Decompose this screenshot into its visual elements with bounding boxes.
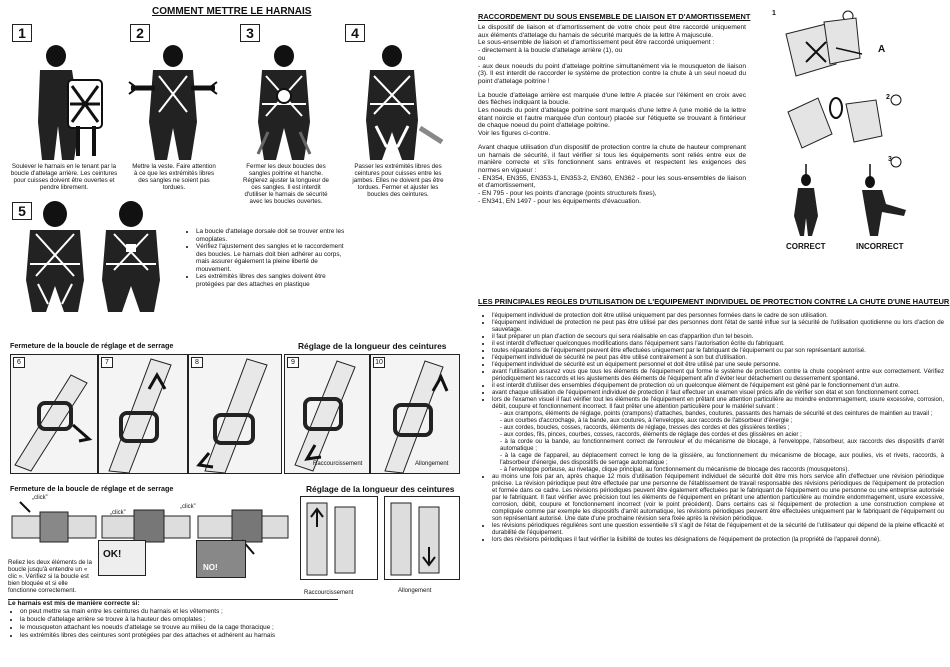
label-lengthening-2: Allongement — [398, 588, 432, 594]
step-2-caption: Mettre la veste. Faire attention à ce que les extrémités libres des sangles ne soient pas tordues. — [132, 163, 216, 191]
attachment-diagram — [766, 4, 946, 254]
paragraph: - EN341, EN 1497 - pour les équipements d'évacuation. — [478, 197, 641, 205]
click-label-3: „click” — [180, 504, 196, 510]
right-column — [478, 0, 948, 667]
paragraph: - EN354, EN355, EN353-1, EN353-2, EN360, EN362 - pour les sous-ensembles de liaison et d'amortissement, — [478, 174, 746, 190]
step-4-caption: Passer les extrémités libres des ceintures pour cuisses entre les jambes. Elles ne doivent pas être tordues. Fermer et ajuster les boucles des ceintures. — [352, 163, 444, 198]
checklist-item: • la boucle d'attelage arrière se trouve à la hauteur des omoplates ; — [20, 616, 338, 624]
paragraph: Voir les figures ci-contre. — [478, 130, 551, 138]
panel-6 — [10, 354, 98, 474]
harness-figure-5-back — [94, 200, 168, 312]
harness-figure-2 — [125, 42, 221, 160]
subrule: - à la cage de l'appareil, au déplacement correct le long de la glissière, au fonctionnement du mécanisme de blocage, aux poulies, vis et rivets, raccords, à l'absorbeur d'énergie, des dispositifs de serrage automatique ; — [500, 452, 944, 466]
checklist-title: Le harnais est mis de manière correcte si: — [8, 600, 140, 607]
label-shortening: Raccourcissement — [313, 461, 363, 467]
harness-figure-1 — [18, 42, 118, 162]
harness-figure-3 — [236, 42, 332, 160]
page-title: COMMENT METTRE LE HARNAIS — [152, 6, 312, 17]
rule-item: • l'équipement individuel de protection doit être utilisé uniquement par des personnes formées dans le cadre de son utilisation. — [492, 312, 944, 319]
rules-title: LES PRINCIPALES REGLES D'UTILISATION DE L'EQUIPEMENT INDIVIDUEL DE PROTECTION CONTRE LA CHUTE D'UNE HAUTEUR — [478, 297, 950, 306]
step-number-2: 2 — [130, 24, 150, 42]
paragraph: ou — [478, 54, 486, 62]
panel-number: 6 — [13, 357, 25, 368]
section-belt-length-2: Réglage de la longueur des ceintures — [306, 484, 455, 494]
subrule: - aux cordes, fils, pinces, courbes, cosses, raccords, éléments de réglage des cordes et des glissières en acier ; — [500, 431, 802, 438]
correct-label: CORRECT — [786, 242, 826, 251]
ok-label: OK! — [103, 549, 122, 560]
belt-lengthening-illustration — [371, 355, 459, 473]
click-label-1: „click” — [32, 495, 48, 501]
click-label-2: „click” — [110, 510, 126, 516]
belt-weave-illustration — [385, 497, 459, 579]
rule-item: • il est interdit d'utiliser des ensembles d'équipement de protection où un quelconque élément de l'équipement est gêné par le fonctionnement d'un autre. — [492, 382, 944, 389]
step-5-bullets — [186, 228, 346, 288]
connection-title: RACCORDEMENT DU SOUS ENSEMBLE DE LIAISON ET D'AMORTISSEMENT — [478, 12, 751, 21]
section-buckle-closing-2: Fermeture de la boucle de réglage et de serrage — [10, 484, 174, 493]
buckle-illustration — [99, 355, 187, 473]
label-lengthening: Allongement — [415, 461, 449, 467]
paragraph: Le sous-ensemble de liaison et d'amortissement peut être raccordé uniquement : — [478, 39, 715, 47]
step-number-1: 1 — [12, 24, 32, 42]
harness-figure-4 — [346, 42, 446, 160]
ok-hand-panel — [98, 540, 146, 576]
belt-shortening-illustration — [285, 355, 369, 473]
subrule: - aux courbes d'accrochage, à la bande, aux coutures, à l'enveloppe, aux raccords de l'absorbeur d'énergie ; — [500, 417, 793, 424]
rule-item: • lors des révisions périodiques il faut vérifier la lisibilité de toutes les désignations de l'équipement de protection (la propriété de l'appareil donné). — [492, 536, 944, 543]
section-buckle-closing-1: Fermeture de la boucle de réglage et de serrage — [10, 341, 174, 350]
rule-item: • avant chaque utilisation de l'équipement individuel de protection il faut effectuer un examen visuel précis afin de vérifier son état et son fonctionnement correct. — [492, 389, 944, 396]
left-column — [0, 0, 468, 667]
step-number-5: 5 — [12, 202, 32, 220]
figure-letter-a: A — [878, 44, 886, 55]
harness-figure-5-front — [18, 200, 92, 312]
belt-lengthening-panel-2 — [384, 496, 460, 580]
rule-item: • l'équipement individuel de sécurité ne peut pas être utilisé contrairement à son but d'utilisation. — [492, 354, 944, 361]
label-shortening-2: Raccourcissement — [304, 590, 354, 596]
paragraph: - directement à la boucle d'attelage arrière (1), ou — [478, 47, 623, 55]
step-number-3: 3 — [240, 24, 260, 42]
step-5-bullet: • Les extrémités libres des sangles doivent être protégées par des attaches en plastique — [196, 273, 346, 288]
figure-number-2: 2 — [886, 94, 890, 101]
paragraph: - aux deux noeuds du point d'attelage poitrine simultanément via le mousqueton de liaison (3). Il est interdit de raccorder le système de protection contre la chute à un seul noeud du point d'attelage poitrine ! — [478, 62, 746, 85]
rule-item: • il faut préparer un plan d'action de secours qui sera réalisable en cas d'apparition d'un tel besoin. — [492, 333, 944, 340]
panel-10 — [370, 354, 460, 474]
rule-item: • avant l'utilisation assurez vous que tous les éléments de l'équipement qui forme le système de protection contre la chute coopèrent entre eux correctement. Vérifiez périodiquement les raccords et les ajustements des éléments de l'équipement afin d'éviter leur détachement ou desserrement spontané. — [492, 368, 944, 382]
panel-number: 10 — [373, 357, 385, 368]
rule-item: • il est interdit d'effectuer quelconques modifications dans l'équipement sans l'autorisation écrite du fabriquant. — [492, 340, 944, 347]
paragraph: Les noeuds du point d'attelage poitrine sont marqués d'une lettre A (une moitié de la lettre étant noircie et l'autre marquée d'un contour) placée sur l'étiquette se trouvant à l'intérieur de chaque noeud du point d'attelage poitrine. — [478, 107, 746, 130]
paragraph: Le dispositif de liaison et d'amortissement de votre choix peut être raccordé uniquement aux éléments d'attelage du harnais de sécurité marqués de la lettre A majuscule. — [478, 24, 746, 39]
section-belt-length-1: Réglage de la longueur des ceintures — [298, 341, 447, 351]
checklist-item: • on peut mettre sa main entre les ceintures du harnais et les vêtements ; — [20, 608, 338, 616]
subrule: - à l'enveloppe porteuse, au rivetage, clique principal, au fonctionnement du mécanisme de blocage des raccords (mousquetons). — [500, 466, 850, 473]
attachment-figures — [766, 4, 946, 254]
connection-text — [478, 24, 746, 205]
buckle-side-note: Reliez les deux éléments de la boucle jusqu'à entendre un « clic ». Vérifiez si la boucle est bien bloquée et si elle fonctionne correctement. — [8, 559, 92, 594]
panel-9 — [284, 354, 370, 474]
subrule: - à la corde ou la bande, au fonctionnement correct de l'enrouleur et du mécanisme de blocage, à l'enveloppe, l'absorbeur, aux raccords des dispositifs d'arrêt automatique ; — [500, 438, 944, 452]
paragraph: Avant chaque utilisation d'un dispositif de protection contre la chute de hauteur comprenant un harnais de sécurité, il faut vérifier si tous les équipements sont reliés entre eux de manière correcte et s'ils fonctionnent sans entraves et respectent les exigences des normes en vigueur : — [478, 143, 746, 174]
buckle-illustration — [189, 355, 281, 473]
buckle-illustration — [11, 355, 97, 473]
figure-number-3: 3 — [888, 156, 892, 163]
step-number-4: 4 — [345, 24, 365, 42]
belt-weave-illustration — [301, 497, 377, 579]
rule-item: • l'équipement individuel de protection ne peut pas être utilisé par des personnes dont l'état de santé influe sur la sécurité de l'utilisation quotidienne ou lors d'action de sauvetage. — [492, 319, 944, 333]
rule-item: • l'équipement individuel de sécurité est un équipement personnel et doit être utilisé par une seule personne. — [492, 361, 944, 368]
figure-number-1: 1 — [772, 10, 776, 17]
paragraph: La boucle d'attelage arrière est marquée d'une lettre A placée sur l'élément en croix avec des flèches indiquant la boucle. — [478, 91, 746, 107]
rule-item: • au moins une fois par an, après chaque 12 mois d'utilisation l'équipement individuel de sécurité doit être mis hors service afin d'effectuer une révision périodique précise. La révision périodique peut être effectuée par une personne de l'établissement de travail responsable des révisions périodiques de l'équipement de protection et formée dans ce cadre. Les révisions périodiques peuvent être également effectuées par le fabriquant de l'équipement ou une personne ou une entreprise autorisée par le fabriquant. Il faut vérifier avec précision tout les éléments de l'équipement en prêtant une attention particulière au moindre endommagement, usure excessive, corrosion, débit, coupure et fonctionnement incorrect (voir le point précédent). Dans certains cas si l'équipement de protection a une construction complexe et compliquée comme par exemple les dispositifs d'arrêt automatique, les révisions périodiques peuvent être effectuées uniquement par le fabriquant de l'équipement ou son représentant autorisé. Une date d'une prochaine révision sera fixée après la révision périodique. — [492, 473, 944, 522]
panel-7 — [98, 354, 188, 474]
checklist-item: • le mousqueton attachant les noeuds d'attelage se trouve au milieu de la cage thoracique ; — [20, 624, 338, 632]
step-3-caption: Fermer les deux boucles des sangles poitrine et hanche. Réglerez ajuster la longueur de ces sangles. Il est interdit d'utiliser le harnais de sécurité avec les boucles ouvertes. — [243, 163, 329, 205]
checklist-item: • les extrémités libres des ceintures sont protégées par des attaches et adhérent au harnais — [20, 632, 338, 640]
no-label: NO! — [203, 563, 218, 572]
panel-8 — [188, 354, 282, 474]
paragraph: - EN 795 - pour les points d'ancrage (points structurels fixes), — [478, 190, 657, 198]
rule-item: • les révisions périodiques régulières sont une question essentielle s'il s'agit de l'état de l'équipement et de la sécurité de l'utilisateur qui dépend de la pleine efficacité et durabilité de l'équipement. — [492, 522, 944, 536]
correct-fitting-checklist — [8, 599, 338, 640]
no-hand-panel — [196, 540, 246, 578]
subrule: - aux cordes, boucles, cosses, raccords, éléments de réglage, tresses des cordes et des glissières textiles ; — [500, 424, 790, 431]
rules-list — [478, 312, 944, 543]
buckle-click-illustration-1 — [10, 494, 98, 556]
rule-item: • lors de l'examen visuel il faut vérifier tout les éléments de l'équipement en prêtant une attention particulière au moindre endommagement, usure excessive, corrosion, débit, coupure et fonctionnement incorrect. Il faut prêter une attention particulière pour le matériel suivant : — [492, 396, 944, 410]
belt-shortening-panel-2 — [300, 496, 378, 580]
incorrect-label: INCORRECT — [856, 242, 904, 251]
step-1-caption: Soulever le harnais en le tenant par la boucle d'attelage arrière. Les ceintures pour cuisses doivent être ouvertes et pendre librement. — [10, 163, 118, 191]
subrule: - aux crampons, éléments de réglage, points (crampons) d'attaches, bandes, coutures, passants des harnais de sécurité et des ceintures de maintien au travail ; — [500, 410, 933, 417]
checklist-items — [8, 608, 338, 640]
step-5-bullet: • La boucle d'attelage dorsale doit se trouver entre les omoplates. — [196, 228, 346, 243]
panel-number: 9 — [287, 357, 299, 368]
rule-item: • toutes réparations de l'équipement peuvent être effectuées uniquement par le fabriquant de l'équipement ou par son représentant autorisé. — [492, 347, 944, 354]
panel-number: 8 — [191, 357, 203, 368]
panel-number: 7 — [101, 357, 113, 368]
step-5-bullet: • Vérifiez l'ajustement des sangles et le raccordement des boucles. Le harnais doit bien adhérer au corps, mais assurer également la pleine liberté de mouvement. — [196, 243, 346, 273]
